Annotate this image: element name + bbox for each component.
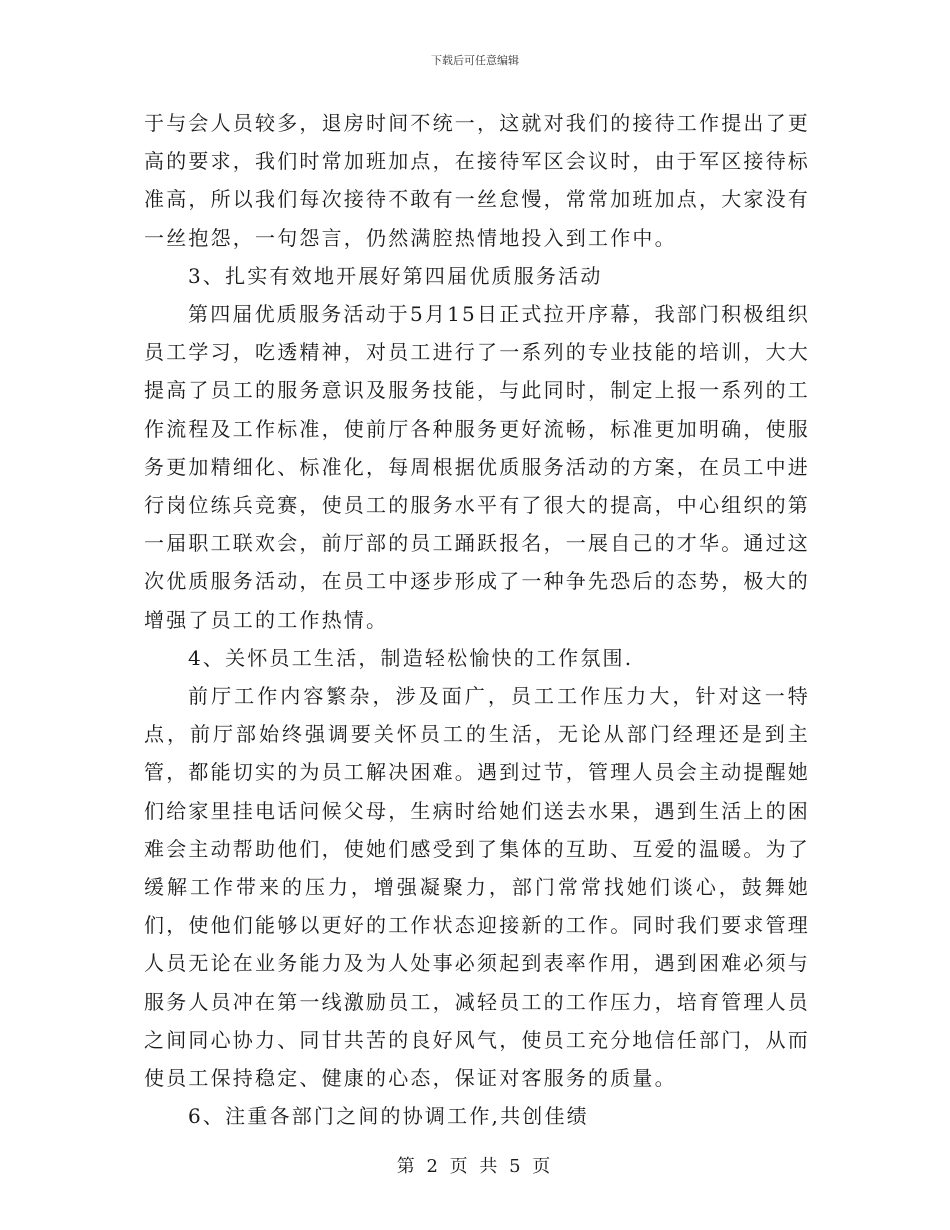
section-heading: 4、关怀员工生活，制造轻松愉快的工作氛围.: [188, 645, 634, 670]
body-paragraph: 第四届优质服务活动于5月15日正式拉开序幕，我部门积极组织员工学习，吃透精神，对员工进行了一系列的专业技能的培训，大大提高了员工的服务意识及服务技能，与此同时，制定上报一系列的工作流程及工作标准，使前厅各种服务更好流畅，标准更加明确，使服务更加精细化、标准化，每周根据优质服务活动的方案，在员工中进行岗位练兵竞赛，使员工的服务水平有了很大的提高，中心组织的第一届职工联欢会，前厅部的员工踊跃报名，一展自己的才华。通过这次优质服务活动，在员工中逐步形成了一种争先恐后的态势，极大的增强了员工的工作热情。: [144, 302, 810, 632]
section-heading: 6、注重各部门之间的协调工作,共创佳绩: [188, 1104, 589, 1129]
body-paragraph: 于与会人员较多，退房时间不统一，这就对我们的接待工作提出了更高的要求，我们时常加班加点，在接待军区会议时，由于军区接待标准高，所以我们每次接待不敢有一丝怠慢，常常加班加点，大家没有一丝抱怨，一句怨言，仍然满腔热情地投入到工作中。: [144, 111, 810, 250]
document-body: [144, 104, 810, 1135]
body-paragraph: 前厅工作内容繁杂，涉及面广，员工工作压力大，针对这一特点，前厅部始终强调要关怀员工的生活，无论从部门经理还是到主管，都能切实的为员工解决困难。遇到过节，管理人员会主动提醒她们给家里挂电话问候父母，生病时给她们送去水果，遇到生活上的困难会主动帮助他们，使她们感受到了集体的互助、互爱的温暖。为了缓解工作带来的压力，增强凝聚力，部门常常找她们谈心，鼓舞她们，使他们能够以更好的工作状态迎接新的工作。同时我们要求管理人员无论在业务能力及为人处事必须起到表率作用，遇到困难必须与服务人员冲在第一线激励员工，减轻员工的工作压力，培育管理人员之间同心协力、同甘共苦的良好风气，使员工充分地信任部门，从而使员工保持稳定、健康的心态，保证对客服务的质量。: [144, 684, 810, 1091]
section-heading: 3、扎实有效地开展好第四届优质服务活动: [188, 263, 603, 288]
page-header-note: 下载后可任意编辑: [431, 54, 519, 67]
page-number: 第 2 页 共 5 页: [396, 1156, 554, 1177]
